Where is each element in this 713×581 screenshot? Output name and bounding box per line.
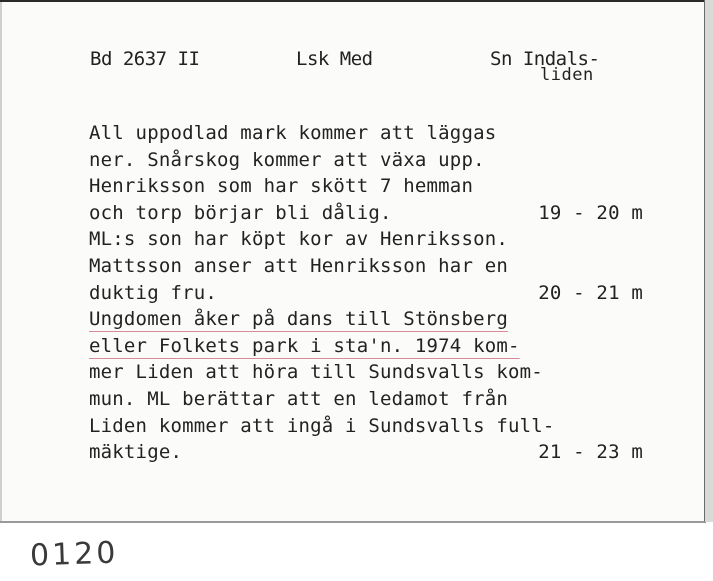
line-text: Liden kommer att ingå i Sundsvalls full- <box>89 414 555 437</box>
text-line <box>89 120 659 147</box>
text-line <box>89 226 659 253</box>
page-reference: 21 - 23 m <box>538 441 643 464</box>
text-line <box>89 200 659 227</box>
page-reference: 20 - 21 m <box>538 281 643 304</box>
line-text: All uppodlad mark kommer att läggas <box>89 122 497 144</box>
parish-continued: liden <box>540 65 594 85</box>
line-text: Henriksson som har skött 7 hemman <box>89 175 474 198</box>
text-line <box>89 173 659 200</box>
text-line <box>89 306 659 333</box>
record-reference: Bd 2637 II <box>90 48 200 70</box>
page-reference: 19 - 20 m <box>538 201 643 224</box>
line-text: duktig fru. <box>89 281 218 304</box>
card-edge <box>705 0 713 522</box>
text-line <box>89 253 659 280</box>
text-line <box>89 359 659 386</box>
line-text: Ungdomen åker på dans till Stönsberg <box>89 308 509 331</box>
text-line <box>89 386 659 413</box>
card-header <box>0 48 704 92</box>
line-text: eller Folkets park i sta'n. 1974 kom- <box>89 334 520 357</box>
text-line <box>89 147 659 174</box>
line-text: Mattsson anser att Henriksson har en <box>89 254 509 277</box>
text-line <box>89 413 659 440</box>
parish-label: Sn Indals- <box>490 48 600 70</box>
line-text: mer Liden att höra till Sundsvalls kom- <box>89 361 543 384</box>
line-text: ner. Snårskog kommer att växa upp. <box>89 148 485 171</box>
collector-code: Lsk Med <box>296 48 373 70</box>
text-line <box>89 280 659 307</box>
text-line <box>89 333 659 360</box>
text-line <box>89 439 659 466</box>
line-text: och torp börjar bli dålig. <box>89 201 392 224</box>
line-text: mun. ML berättar att en ledamot från <box>89 387 509 410</box>
line-text: ML:s son har köpt kor av Henriksson. <box>89 228 509 251</box>
archive-number: 0120 <box>29 535 119 574</box>
card-text-body <box>89 120 659 466</box>
line-text: mäktige. <box>89 441 183 464</box>
